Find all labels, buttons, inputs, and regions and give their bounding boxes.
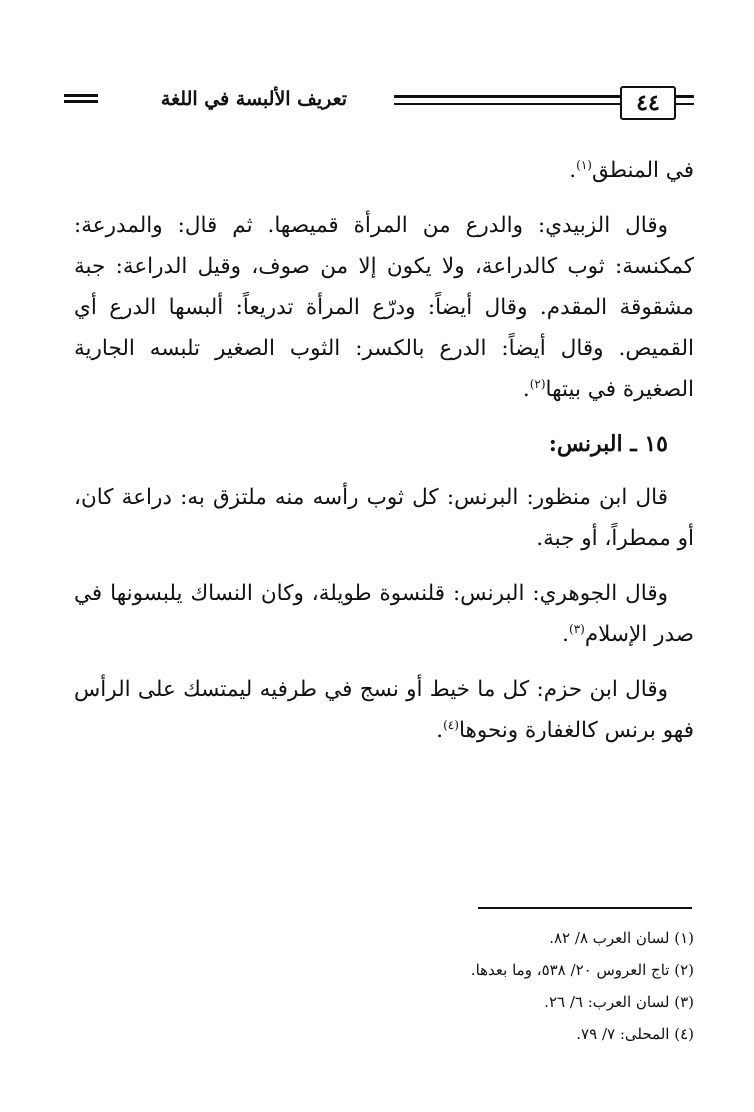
paragraph-2-end: . xyxy=(522,377,530,402)
footnote-separator xyxy=(478,907,692,909)
section-heading: ١٥ ـ البرنس: xyxy=(548,431,668,457)
header-rule-upper xyxy=(394,95,620,98)
paragraph-3: قال ابن منظور: البرنس: كل ثوب رأسه منه ملتزق به: دراعة كان، أو ممطراً، أو جبة. xyxy=(74,485,694,551)
paragraph-4 xyxy=(74,573,694,655)
paragraph-5-end: . xyxy=(436,718,444,743)
footnote-3: (٣) لسان العرب: ٦/ ٢٦. xyxy=(544,993,694,1011)
running-header xyxy=(64,86,694,126)
running-title: تعريف الألبسة في اللغة xyxy=(160,88,348,110)
header-rule-right-upper xyxy=(676,95,694,98)
paragraph-1-end: . xyxy=(569,158,577,183)
paragraph-2-text: وقال الزبيدي: والدرع من المرأة قميصها. ثم قال: والمدرعة: كمكنسة: ثوب كالدراعة، ولا يكون إلا من صوف، وقيل الدراعة: جبة مشقوقة المقدم. وقال أيضاً: ودرّع المرأة تدريعاً: ألبسها الدرع أي القميص. وقال أيضاً: الدرع بالكسر: الثوب الصغير تلبسه الجارية الصغيرة في بيتها xyxy=(74,213,694,402)
footnote-ref-3[interactable]: (٣) xyxy=(569,621,585,636)
paragraph-4-end: . xyxy=(562,622,570,647)
paragraph-2 xyxy=(74,205,694,410)
page-number: ٤٤ xyxy=(620,86,676,120)
body-text xyxy=(74,150,694,765)
footnote-4: (٤) المحلى: ٧/ ٧٩. xyxy=(576,1025,694,1043)
paragraph-1-text: في المنطق xyxy=(591,158,694,183)
footnote-2: (٢) تاج العروس ٢٠/ ٥٣٨، وما بعدها. xyxy=(470,961,694,979)
header-rule-right-lower xyxy=(676,103,694,105)
header-rule-lower xyxy=(394,103,620,105)
footnote-ref-4[interactable]: (٤) xyxy=(443,717,459,732)
paragraph-5 xyxy=(74,669,694,751)
paragraph-5-text: وقال ابن حزم: كل ما خيط أو نسج في طرفيه ليمتسك على الرأس فهو برنس كالغفارة ونحوها xyxy=(74,677,694,743)
paragraph-4-text: وقال الجوهري: البرنس: قلنسوة طويلة، وكان النساك يلبسونها في صدر الإسلام xyxy=(74,581,694,647)
footnote-ref-1[interactable]: (١) xyxy=(576,157,592,172)
paragraph-1 xyxy=(74,150,694,191)
footnotes xyxy=(200,922,694,1050)
footnote-1: (١) لسان العرب ٨/ ٨٢. xyxy=(549,929,694,947)
header-ornament-left xyxy=(64,94,98,106)
footnote-ref-2[interactable]: (٢) xyxy=(529,376,546,391)
